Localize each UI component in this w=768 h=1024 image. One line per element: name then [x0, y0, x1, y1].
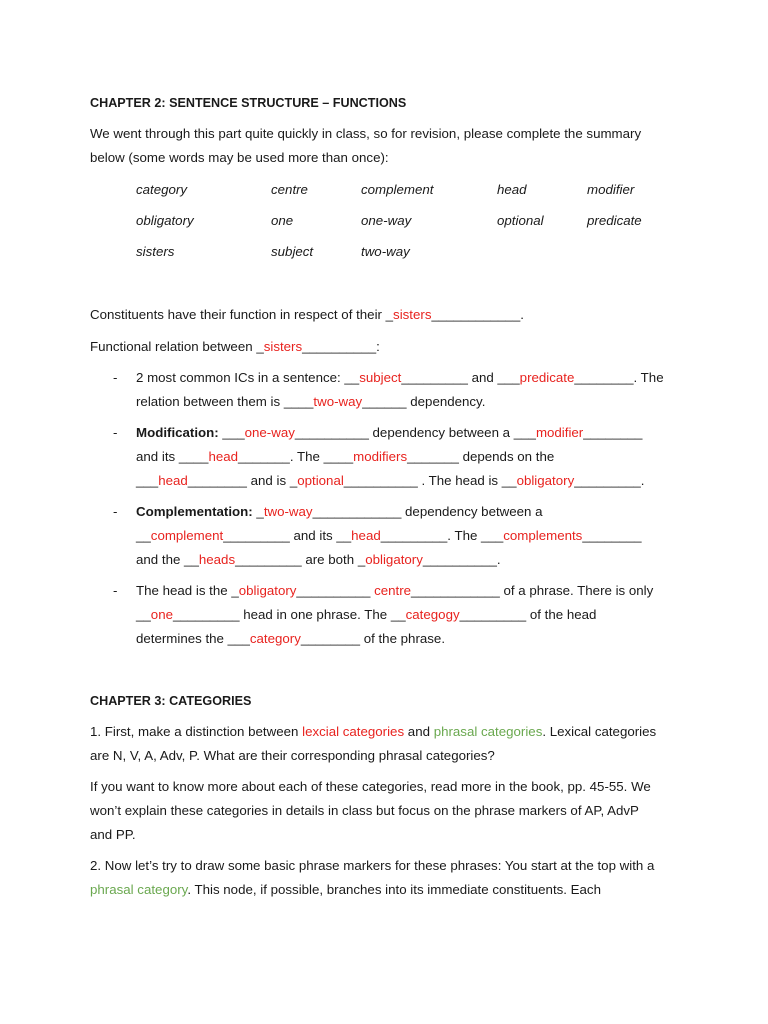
sentence-text: ________ of the phrase.	[300, 631, 446, 646]
sentence-text: _________ and ___	[401, 370, 520, 385]
sentence-text: ___	[136, 473, 159, 488]
word-bank-item: modifier	[587, 182, 635, 197]
word-bank-item: centre	[271, 182, 308, 197]
answer-text: categogy	[405, 607, 460, 622]
sentence-text: relation between them is ____	[136, 394, 314, 409]
bullet-dash: -	[113, 504, 118, 519]
sentence-constituents	[90, 307, 524, 323]
sentence-text: 1. First, make a distinction between	[90, 724, 303, 739]
answer-text: obligatory	[365, 552, 423, 567]
sentence-text: __________.	[422, 552, 501, 567]
sentence-text: __________	[296, 583, 375, 598]
sentence-text: _________ of the head	[459, 607, 597, 622]
sentence-text: Functional relation between _	[90, 339, 264, 354]
bullet-dash: -	[113, 425, 118, 440]
answer-text: complements	[503, 528, 583, 543]
word-bank-item: obligatory	[136, 213, 194, 228]
bullet-2-line-1	[136, 425, 642, 441]
sentence-functional-relation	[90, 339, 380, 355]
sentence-text: _______ depends on the	[407, 449, 555, 464]
answer-text: two-way	[263, 504, 313, 519]
bullet-4-line-1	[136, 583, 653, 599]
bullet-3-line-2	[136, 528, 642, 544]
answer-text: sisters	[263, 339, 303, 354]
bold-label: Complementation:	[136, 504, 253, 519]
word-bank-item: one	[271, 213, 294, 228]
answer-text: obligatory	[238, 583, 297, 598]
answer-text: heads	[198, 552, 236, 567]
sentence-text: _________. The ___	[380, 528, 504, 543]
word-bank-item: subject	[271, 244, 314, 259]
bullet-4-line-3	[136, 631, 445, 647]
sentence-text: . This node, if possible, branches into its immediate constituents. Each	[187, 882, 601, 897]
bold-label: Modification:	[136, 425, 219, 440]
answer-text: head	[351, 528, 381, 543]
bullet-dash: -	[113, 370, 118, 385]
answer-text: optional	[297, 473, 344, 488]
sentence-text: _________ and its __	[223, 528, 352, 543]
word-bank-item: predicate	[587, 213, 642, 228]
paragraph-1-line-2: are N, V, A, Adv, P. What are their corresponding phrasal categories?	[90, 748, 495, 763]
bullet-2-line-2	[136, 449, 554, 465]
sentence-text: __	[136, 528, 151, 543]
intro-line-1: We went through this part quite quickly in class, so for revision, please complete the summary	[90, 126, 642, 141]
bullet-1-line-2	[136, 394, 485, 410]
sentence-text: and	[404, 724, 434, 739]
paragraph-2-line-2: won’t explain these categories in details in class but focus on the phrase markers of AP, AdvP	[90, 803, 639, 818]
answer-text: one-way	[244, 425, 295, 440]
answer-text: subject	[359, 370, 402, 385]
answer-text: sisters	[393, 307, 432, 322]
sentence-text: __	[136, 607, 151, 622]
answer-text: modifier	[535, 425, 584, 440]
answer-text: complement	[150, 528, 224, 543]
chapter-2-heading: CHAPTER 2: SENTENCE STRUCTURE – FUNCTIONS	[90, 96, 407, 110]
paragraph-1-line-1	[90, 724, 656, 740]
sentence-text: __________ . The head is __	[343, 473, 517, 488]
sentence-text: and its ____	[136, 449, 209, 464]
sentence-text: ___	[218, 425, 245, 440]
sentence-text: _________.	[574, 473, 645, 488]
chapter-3-heading: CHAPTER 3: CATEGORIES	[90, 694, 252, 708]
intro-line-2: below (some words may be used more than once):	[90, 150, 389, 165]
sentence-text: The head is the _	[136, 583, 239, 598]
paragraph-2-line-3: and PP.	[90, 827, 136, 842]
word-bank-item: head	[497, 182, 527, 197]
blank-text: __________:	[302, 339, 380, 354]
sentence-text: _	[252, 504, 264, 519]
highlight-green-text: phrasal category	[90, 882, 188, 897]
word-bank-item: category	[136, 182, 187, 197]
sentence-text: _________ head in one phrase. The __	[172, 607, 406, 622]
sentence-text: ________. The	[574, 370, 664, 385]
sentence-text: ________	[582, 528, 642, 543]
answer-text: predicate	[519, 370, 575, 385]
answer-text: modifiers	[353, 449, 408, 464]
bullet-3-line-3	[136, 552, 501, 568]
sentence-text: _________ are both _	[235, 552, 366, 567]
answer-text: head	[158, 473, 188, 488]
bullet-1-line-1	[136, 370, 664, 386]
answer-text: one	[150, 607, 173, 622]
sentence-text: determines the ___	[136, 631, 250, 646]
sentence-text: Constituents have their function in respect of their _	[90, 307, 394, 322]
sentence-text: ________	[583, 425, 643, 440]
word-bank-item: complement	[361, 182, 434, 197]
highlight-green-text: phrasal categories	[433, 724, 543, 739]
answer-text: obligatory	[516, 473, 575, 488]
bullet-3-line-1	[136, 504, 543, 520]
sentence-text: __________ dependency between a ___	[294, 425, 536, 440]
bullet-dash: -	[113, 583, 118, 598]
paragraph-2-line-1: If you want to know more about each of these categories, read more in the book, pp. 45-55. We	[90, 779, 651, 794]
sentence-text: _______. The ____	[238, 449, 354, 464]
sentence-text: ______ dependency.	[362, 394, 486, 409]
word-bank-item: one-way	[361, 213, 412, 228]
answer-text: category	[249, 631, 301, 646]
sentence-text: and the __	[136, 552, 199, 567]
paragraph-3-line-2	[90, 882, 601, 898]
answer-text: head	[208, 449, 239, 464]
sentence-text: ________ and is _	[187, 473, 298, 488]
answer-text: centre	[374, 583, 412, 598]
word-bank-item: optional	[497, 213, 544, 228]
word-bank-item: two-way	[361, 244, 410, 259]
highlight-red-text: lexcial categories	[302, 724, 405, 739]
blank-text: ____________.	[431, 307, 524, 322]
word-bank-item: sisters	[136, 244, 175, 259]
paragraph-3-line-1: 2. Now let’s try to draw some basic phrase markers for these phrases: You start at the top with a	[90, 858, 655, 873]
answer-text: two-way	[313, 394, 363, 409]
bullet-4-line-2	[136, 607, 596, 623]
bullet-2-line-3	[136, 473, 644, 489]
sentence-text: 2 most common ICs in a sentence: __	[136, 370, 360, 385]
sentence-text: . Lexical categories	[542, 724, 657, 739]
sentence-text: ____________ of a phrase. There is only	[411, 583, 654, 598]
sentence-text: ____________ dependency between a	[312, 504, 543, 519]
